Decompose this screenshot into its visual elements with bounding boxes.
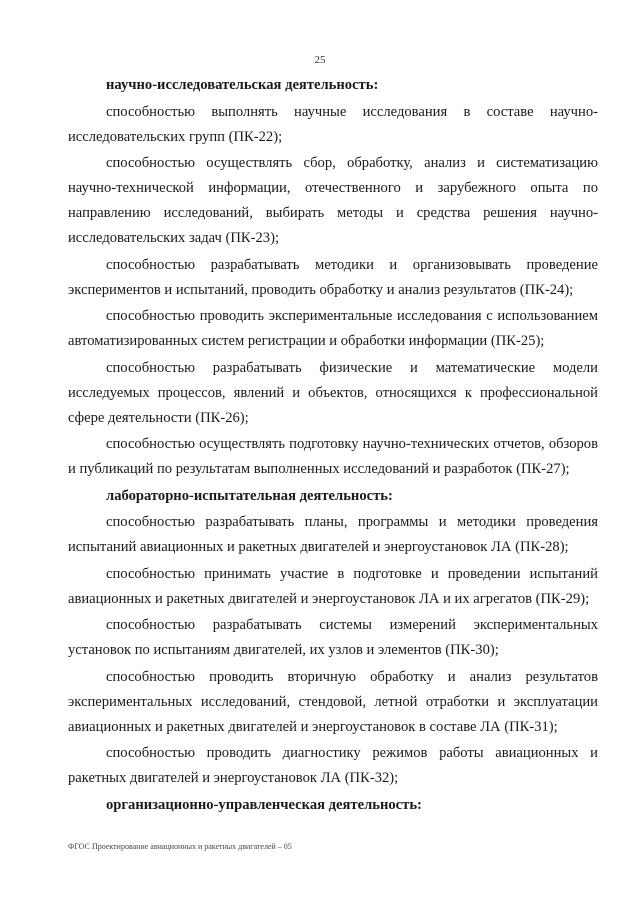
section-heading-research: научно-исследовательская деятельность:: [106, 77, 379, 93]
competency-pk-28: способностью разрабатывать планы, программы и методики проведения испытаний авиационных и ракетных двигателей и энергоустановок ЛА (ПК-28);: [68, 514, 598, 555]
section-heading-laboratory-testing: лабораторно-испытательная деятельность:: [106, 487, 393, 504]
competency-pk-23: способностью осуществлять сбор, обработку, анализ и систематизацию научно-технической информации, отечественного и зарубежного опыта по направлению исследований, выбирать методы и средства решения научно-исследовательских задач (ПК-23);: [68, 155, 598, 246]
competency-pk-32: способностью проводить диагностику режимов работы авиационных и ракетных двигателей и энергоустановок ЛА (ПК-32);: [68, 745, 598, 786]
competency-pk-29: способностью принимать участие в подготовке и проведении испытаний авиационных и ракетных двигателей и энергоустановок ЛА и их агрегатов (ПК-29);: [68, 565, 598, 607]
page-footer: ФГОС Проектирование авиационных и ракетных двигателей – 05: [68, 842, 292, 851]
competency-pk-25: способностью проводить экспериментальные исследования с использованием автоматизированных систем регистрации и обработки информации (ПК-25);: [68, 308, 598, 349]
page-number: 25: [314, 54, 326, 66]
competency-pk-24: способностью разрабатывать методики и организовывать проведение экспериментов и испытаний, проводить обработку и анализ результатов (ПК-24);: [68, 256, 598, 298]
competency-pk-30: способностью разрабатывать системы измерений экспериментальных установок по испытаниям двигателей, их узлов и элементов (ПК-30);: [68, 617, 598, 658]
page-content: [68, 73, 598, 819]
competency-pk-27: способностью осуществлять подготовку научно-технических отчетов, обзоров и публикаций по результатам выполненных исследований и разработок (ПК-27);: [68, 436, 598, 477]
competency-pk-22: способностью выполнять научные исследования в составе научно-исследовательских групп (ПК-22);: [68, 103, 598, 145]
section-heading-organizational-management: организационно-управленческая деятельность:: [106, 796, 422, 813]
competency-pk-26: способностью разрабатывать физические и математические модели исследуемых процессов, явлений и объектов, относящихся к профессиональной сфере деятельности (ПК-26);: [68, 359, 598, 426]
competency-pk-31: способностью проводить вторичную обработку и анализ результатов экспериментальных исследований, стендовой, летной отработки и эксплуатации авиационных и ракетных двигателей и энергоустановок в составе ЛА (ПК-31);: [68, 668, 598, 735]
